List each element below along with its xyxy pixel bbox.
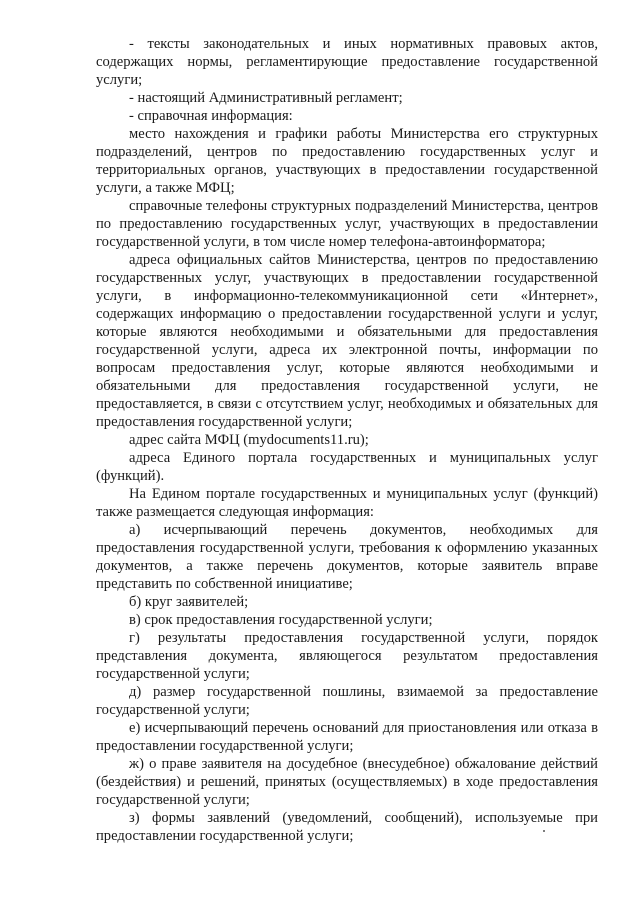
paragraph-portal-address: адреса Единого портала государственных и муниципальных услуг (функций). [96, 450, 598, 484]
list-item-v: в) срок предоставления государственной услуги; [129, 612, 433, 628]
paragraph-reference-info: - справочная информация: [129, 108, 293, 124]
list-item-zh: ж) о праве заявителя на досудебное (внесудебное) обжалование действий (бездействия) и решений, принятых (осуществляемых) в ходе предоставления государственной услуги; [96, 756, 598, 808]
paragraph-legal-texts: - тексты законодательных и иных нормативных правовых актов, содержащих нормы, регламентирующие предоставление государственной услуги; [96, 36, 598, 88]
list-item-g: г) результаты предоставления государственной услуги, порядок представления документа, являющегося результатом предоставления государственной услуги; [96, 630, 598, 682]
list-item-b: б) круг заявителей; [129, 594, 249, 610]
document-body [96, 35, 598, 845]
list-item-z: з) формы заявлений (уведомлений, сообщений), используемые при предоставлении государственной услуги; [96, 810, 598, 844]
scan-speck [543, 830, 545, 832]
paragraph-phones: справочные телефоны структурных подразделений Министерства, центров по предоставлению государственных услуг, участвующих в предоставлении государственной услуги, в том числе номер телефона-автоинформатора; [96, 198, 598, 250]
list-item-d: д) размер государственной пошлины, взимаемой за предоставление государственной услуги; [96, 684, 598, 718]
paragraph-locations: место нахождения и графики работы Министерства его структурных подразделений, центров по предоставлению государственных услуг и территориальных органов, участвующих в предоставлении государственной услуги, а также МФЦ; [96, 126, 598, 196]
paragraph-portal-info: На Едином портале государственных и муниципальных услуг (функций) также размещается следующая информация: [96, 486, 598, 520]
paragraph-mfc-site: адрес сайта МФЦ (mydocuments11.ru); [129, 432, 369, 448]
paragraph-websites: адреса официальных сайтов Министерства, центров по предоставлению государственных услуг, участвующих в предоставлении государственной услуги, в информационно-телекоммуникационной сети «Интернет», содержащих информацию о предоставлении государственной услуги и услуг, которые являются необходимыми и обязательными для предоставления государственной услуги, адреса их электронной почты, информации по вопросам предоставления услуг, которые являются необходимыми и обязательными для предоставления государственной услуги, не предоставляется, в связи с отсутствием услуг, необходимых и обязательных для предоставления государственной услуги; [96, 252, 598, 430]
list-item-e: е) исчерпывающий перечень оснований для приостановления или отказа в предоставлении государственной услуги; [96, 720, 598, 754]
list-item-a: а) исчерпывающий перечень документов, необходимых для предоставления государственной услуги, требования к оформлению указанных документов, а также перечень документов, которые заявитель вправе представить по собственной инициативе; [96, 522, 598, 592]
paragraph-regulation: - настоящий Административный регламент; [129, 90, 403, 106]
